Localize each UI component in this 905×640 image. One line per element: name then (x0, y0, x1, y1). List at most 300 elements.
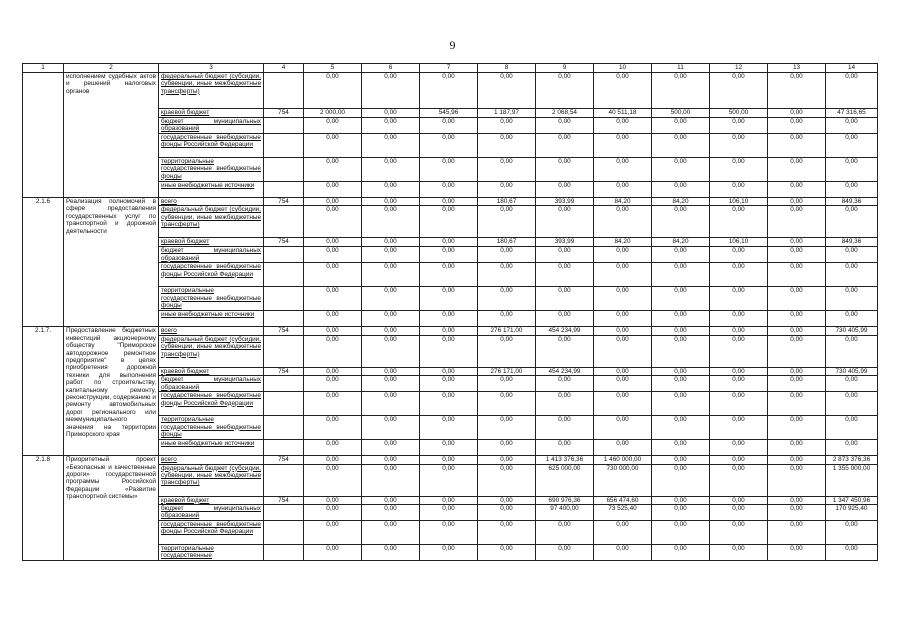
grbs-code: 754 (264, 327, 304, 335)
amount-cell-col-11: 0,00 (652, 505, 710, 521)
amount-cell-col-6: 0,00 (362, 440, 420, 456)
amount-cell-col-13: 0,00 (768, 327, 826, 335)
amount-cell-col-8: 276 171,00 (478, 327, 536, 335)
amount-cell-col-11: 0,00 (652, 464, 710, 496)
grbs-code (264, 545, 304, 561)
amount-cell-col-5: 0,00 (304, 247, 362, 263)
amount-cell-col-14: 0,00 (826, 392, 878, 416)
grbs-code (264, 134, 304, 158)
amount-cell-col-6: 0,00 (362, 158, 420, 182)
amount-cell-col-14: 0,00 (826, 335, 878, 367)
amount-cell-col-12: 0,00 (710, 311, 768, 327)
amount-cell-col-7: 545,96 (420, 109, 478, 118)
amount-cell-col-13: 0,00 (768, 198, 826, 206)
amount-cell-col-11: 0,00 (652, 335, 710, 367)
amount-cell-col-13: 0,00 (768, 521, 826, 545)
amount-cell-col-11: 0,00 (652, 287, 710, 311)
amount-cell-col-11: 0,00 (652, 367, 710, 375)
amount-cell-col-13: 0,00 (768, 287, 826, 311)
amount-cell-col-11: 0,00 (652, 182, 710, 198)
amount-cell-col-6: 0,00 (362, 521, 420, 545)
page-number: 9 (449, 38, 456, 52)
amount-cell-col-9: 0,00 (536, 392, 594, 416)
amount-cell-col-7: 0,00 (420, 198, 478, 206)
amount-cell-col-13: 0,00 (768, 416, 826, 440)
table-row (23, 73, 878, 109)
amount-cell-col-9: 0,00 (536, 118, 594, 134)
amount-cell-col-6: 0,00 (362, 464, 420, 496)
funding-source: государственные внебюджетные фонды Российской Федерации (159, 263, 264, 287)
amount-cell-col-5: 0,00 (304, 158, 362, 182)
amount-cell-col-12: 0,00 (710, 335, 768, 367)
amount-cell-col-8: 0,00 (478, 311, 536, 327)
amount-cell-col-11: 0,00 (652, 416, 710, 440)
amount-cell-col-7: 0,00 (420, 327, 478, 335)
amount-cell-col-9: 0,00 (536, 134, 594, 158)
funding-source: территориальные государственные внебюджетные фонды (159, 287, 264, 311)
grbs-code (264, 206, 304, 238)
amount-cell-col-9: 1 413 376,36 (536, 456, 594, 464)
amount-cell-col-10: 0,00 (594, 367, 652, 375)
amount-cell-col-7: 0,00 (420, 545, 478, 561)
amount-cell-col-6: 0,00 (362, 456, 420, 464)
amount-cell-col-12: 0,00 (710, 182, 768, 198)
amount-cell-col-5: 0,00 (304, 505, 362, 521)
amount-cell-col-8: 0,00 (478, 505, 536, 521)
section-code (23, 73, 64, 198)
amount-cell-col-7: 0,00 (420, 206, 478, 238)
amount-cell-col-10: 0,00 (594, 311, 652, 327)
amount-cell-col-6: 0,00 (362, 376, 420, 392)
amount-cell-col-7: 0,00 (420, 376, 478, 392)
amount-cell-col-12: 106,10 (710, 238, 768, 247)
amount-cell-col-7: 0,00 (420, 287, 478, 311)
amount-cell-col-11: 0,00 (652, 134, 710, 158)
grbs-code: 754 (264, 109, 304, 118)
amount-cell-col-5: 0,00 (304, 416, 362, 440)
amount-cell-col-6: 0,00 (362, 198, 420, 206)
amount-cell-col-8: 0,00 (478, 440, 536, 456)
amount-cell-col-14: 849,36 (826, 198, 878, 206)
amount-cell-col-11: 0,00 (652, 311, 710, 327)
amount-cell-col-10: 0,00 (594, 392, 652, 416)
amount-cell-col-8: 0,00 (478, 376, 536, 392)
amount-cell-col-11: 0,00 (652, 376, 710, 392)
grbs-code (264, 73, 304, 109)
amount-cell-col-7: 0,00 (420, 158, 478, 182)
amount-cell-col-14: 0,00 (826, 73, 878, 109)
amount-cell-col-11: 84,20 (652, 198, 710, 206)
grbs-code (264, 287, 304, 311)
amount-cell-col-8: 0,00 (478, 545, 536, 561)
grbs-code (264, 505, 304, 521)
amount-cell-col-12: 0,00 (710, 392, 768, 416)
amount-cell-col-11: 0,00 (652, 392, 710, 416)
amount-cell-col-13: 0,00 (768, 545, 826, 561)
grbs-code: 754 (264, 238, 304, 247)
column-header-6: 6 (362, 64, 420, 73)
amount-cell-col-7: 0,00 (420, 464, 478, 496)
amount-cell-col-6: 0,00 (362, 73, 420, 109)
amount-cell-col-9: 393,99 (536, 198, 594, 206)
amount-cell-col-6: 0,00 (362, 496, 420, 504)
amount-cell-col-14: 730 405,99 (826, 367, 878, 375)
amount-cell-col-6: 0,00 (362, 335, 420, 367)
grbs-code (264, 247, 304, 263)
amount-cell-col-14: 0,00 (826, 118, 878, 134)
column-header-11: 11 (652, 64, 710, 73)
amount-cell-col-8: 0,00 (478, 247, 536, 263)
amount-cell-col-10: 0,00 (594, 247, 652, 263)
amount-cell-col-9: 454 234,99 (536, 367, 594, 375)
funding-source: территориальные государственные внебюджетные фонды (159, 416, 264, 440)
amount-cell-col-12: 0,00 (710, 505, 768, 521)
grbs-code (264, 521, 304, 545)
amount-cell-col-11: 0,00 (652, 521, 710, 545)
amount-cell-col-10: 0,00 (594, 376, 652, 392)
funding-source: федеральный бюджет (субсидии, субвенции, иные межбюджетные трансферты) (159, 335, 264, 367)
amount-cell-col-14: 1 347 450,96 (826, 496, 878, 504)
amount-cell-col-11: 500,00 (652, 109, 710, 118)
amount-cell-col-13: 0,00 (768, 263, 826, 287)
funding-source: государственные внебюджетные фонды Российской Федерации (159, 521, 264, 545)
grbs-code (264, 118, 304, 134)
grbs-code (264, 392, 304, 416)
amount-cell-col-10: 656 474,60 (594, 496, 652, 504)
amount-cell-col-6: 0,00 (362, 327, 420, 335)
grbs-code (264, 182, 304, 198)
amount-cell-col-11: 0,00 (652, 440, 710, 456)
grbs-code (264, 311, 304, 327)
section-code: 2.1.7. (23, 327, 64, 456)
amount-cell-col-8: 0,00 (478, 287, 536, 311)
amount-cell-col-10: 0,00 (594, 73, 652, 109)
funding-source: краевой бюджет (159, 109, 264, 118)
amount-cell-col-12: 0,00 (710, 134, 768, 158)
amount-cell-col-14: 849,36 (826, 238, 878, 247)
amount-cell-col-8: 276 171,00 (478, 367, 536, 375)
amount-cell-col-8: 180,67 (478, 198, 536, 206)
funding-source: бюджет муниципальных образований (159, 505, 264, 521)
amount-cell-col-14: 0,00 (826, 134, 878, 158)
amount-cell-col-9: 0,00 (536, 206, 594, 238)
amount-cell-col-7: 0,00 (420, 238, 478, 247)
amount-cell-col-14: 0,00 (826, 545, 878, 561)
grbs-code (264, 335, 304, 367)
amount-cell-col-7: 0,00 (420, 335, 478, 367)
amount-cell-col-13: 0,00 (768, 247, 826, 263)
section-name: Реализация полномочий в сфере предоставления государственных услуг по транспортной и дорожной деятельности (64, 198, 159, 327)
amount-cell-col-14: 0,00 (826, 440, 878, 456)
funding-source: краевой бюджет (159, 367, 264, 375)
amount-cell-col-5: 0,00 (304, 440, 362, 456)
amount-cell-col-11: 0,00 (652, 456, 710, 464)
amount-cell-col-9: 2 068,54 (536, 109, 594, 118)
amount-cell-col-5: 0,00 (304, 545, 362, 561)
amount-cell-col-9: 0,00 (536, 263, 594, 287)
amount-cell-col-6: 0,00 (362, 367, 420, 375)
amount-cell-col-8: 0,00 (478, 392, 536, 416)
amount-cell-col-6: 0,00 (362, 134, 420, 158)
amount-cell-col-12: 0,00 (710, 464, 768, 496)
amount-cell-col-9: 0,00 (536, 311, 594, 327)
amount-cell-col-11: 0,00 (652, 206, 710, 238)
amount-cell-col-8: 0,00 (478, 134, 536, 158)
funding-source: иные внебюджетные источники (159, 311, 264, 327)
funding-source: федеральный бюджет (субсидии, субвенции, иные межбюджетные трансферты) (159, 73, 264, 109)
amount-cell-col-8: 0,00 (478, 416, 536, 440)
grbs-code (264, 464, 304, 496)
amount-cell-col-12: 0,00 (710, 440, 768, 456)
amount-cell-col-12: 0,00 (710, 545, 768, 561)
amount-cell-col-14: 0,00 (826, 376, 878, 392)
amount-cell-col-9: 0,00 (536, 158, 594, 182)
amount-cell-col-13: 0,00 (768, 367, 826, 375)
amount-cell-col-10: 0,00 (594, 327, 652, 335)
grbs-code: 754 (264, 198, 304, 206)
amount-cell-col-7: 0,00 (420, 263, 478, 287)
amount-cell-col-5: 0,00 (304, 198, 362, 206)
amount-cell-col-8: 0,00 (478, 118, 536, 134)
amount-cell-col-5: 0,00 (304, 456, 362, 464)
amount-cell-col-7: 0,00 (420, 416, 478, 440)
amount-cell-col-14: 170 925,40 (826, 505, 878, 521)
amount-cell-col-12: 0,00 (710, 367, 768, 375)
funding-source: всего (159, 327, 264, 335)
amount-cell-col-7: 0,00 (420, 118, 478, 134)
amount-cell-col-5: 0,00 (304, 311, 362, 327)
amount-cell-col-10: 0,00 (594, 416, 652, 440)
amount-cell-col-14: 0,00 (826, 206, 878, 238)
amount-cell-col-14: 47 316,65 (826, 109, 878, 118)
funding-source: всего (159, 456, 264, 464)
amount-cell-col-7: 0,00 (420, 247, 478, 263)
table-row (23, 456, 878, 464)
amount-cell-col-13: 0,00 (768, 335, 826, 367)
column-header-13: 13 (768, 64, 826, 73)
grbs-code (264, 440, 304, 456)
amount-cell-col-12: 0,00 (710, 263, 768, 287)
amount-cell-col-13: 0,00 (768, 505, 826, 521)
amount-cell-col-6: 0,00 (362, 287, 420, 311)
amount-cell-col-7: 0,00 (420, 521, 478, 545)
amount-cell-col-13: 0,00 (768, 238, 826, 247)
amount-cell-col-10: 0,00 (594, 158, 652, 182)
funding-source: территориальные государственные внебюджетные фонды (159, 158, 264, 182)
column-header-9: 9 (536, 64, 594, 73)
column-header-1: 1 (23, 64, 64, 73)
header-row (23, 64, 878, 73)
amount-cell-col-13: 0,00 (768, 392, 826, 416)
funding-source: иные внебюджетные источники (159, 182, 264, 198)
amount-cell-col-5: 0,00 (304, 496, 362, 504)
amount-cell-col-13: 0,00 (768, 376, 826, 392)
amount-cell-col-11: 0,00 (652, 73, 710, 109)
amount-cell-col-14: 730 405,99 (826, 327, 878, 335)
amount-cell-col-11: 0,00 (652, 118, 710, 134)
amount-cell-col-11: 0,00 (652, 327, 710, 335)
amount-cell-col-12: 106,10 (710, 198, 768, 206)
amount-cell-col-14: 2 873 376,36 (826, 456, 878, 464)
amount-cell-col-13: 0,00 (768, 182, 826, 198)
amount-cell-col-12: 0,00 (710, 206, 768, 238)
amount-cell-col-7: 0,00 (420, 505, 478, 521)
amount-cell-col-10: 84,20 (594, 198, 652, 206)
amount-cell-col-12: 0,00 (710, 247, 768, 263)
amount-cell-col-9: 0,00 (536, 416, 594, 440)
amount-cell-col-9: 690 976,36 (536, 496, 594, 504)
table-row (23, 198, 878, 206)
amount-cell-col-10: 0,00 (594, 263, 652, 287)
funding-source: федеральный бюджет (субсидии, субвенции, иные межбюджетные трансферты) (159, 464, 264, 496)
amount-cell-col-8: 0,00 (478, 206, 536, 238)
grbs-code (264, 263, 304, 287)
amount-cell-col-7: 0,00 (420, 440, 478, 456)
amount-cell-col-14: 0,00 (826, 247, 878, 263)
amount-cell-col-8: 0,00 (478, 496, 536, 504)
amount-cell-col-13: 0,00 (768, 158, 826, 182)
amount-cell-col-12: 0,00 (710, 287, 768, 311)
amount-cell-col-7: 0,00 (420, 392, 478, 416)
amount-cell-col-6: 0,00 (362, 238, 420, 247)
amount-cell-col-13: 0,00 (768, 496, 826, 504)
amount-cell-col-6: 0,00 (362, 416, 420, 440)
amount-cell-col-5: 0,00 (304, 73, 362, 109)
column-header-5: 5 (304, 64, 362, 73)
amount-cell-col-10: 0,00 (594, 521, 652, 545)
amount-cell-col-8: 1 187,97 (478, 109, 536, 118)
amount-cell-col-10: 0,00 (594, 134, 652, 158)
amount-cell-col-8: 180,67 (478, 238, 536, 247)
amount-cell-col-8: 0,00 (478, 158, 536, 182)
amount-cell-col-12: 0,00 (710, 416, 768, 440)
column-header-14: 14 (826, 64, 878, 73)
amount-cell-col-7: 0,00 (420, 134, 478, 158)
amount-cell-col-9: 0,00 (536, 247, 594, 263)
amount-cell-col-12: 0,00 (710, 496, 768, 504)
amount-cell-col-6: 0,00 (362, 392, 420, 416)
amount-cell-col-5: 0,00 (304, 376, 362, 392)
amount-cell-col-8: 0,00 (478, 73, 536, 109)
amount-cell-col-5: 0,00 (304, 392, 362, 416)
column-header-7: 7 (420, 64, 478, 73)
amount-cell-col-10: 0,00 (594, 287, 652, 311)
amount-cell-col-13: 0,00 (768, 206, 826, 238)
section-code: 2.1.8 (23, 456, 64, 561)
amount-cell-col-9: 454 234,99 (536, 327, 594, 335)
section-name: Предоставление бюджетных инвестиций акционерному обществу "Приморское автодорожное ремонтное предприятие" в целях приобретения дорожной техники для выполнения работ по строительству, капитальному ремонту, реконструкции, содержанию и ремонту автомобильных дорог регионального или межмуниципального значения на территории Приморского края (64, 327, 159, 456)
amount-cell-col-9: 0,00 (536, 287, 594, 311)
amount-cell-col-9: 97 400,00 (536, 505, 594, 521)
grbs-code (264, 158, 304, 182)
amount-cell-col-10: 0,00 (594, 440, 652, 456)
amount-cell-col-8: 0,00 (478, 335, 536, 367)
grbs-code: 754 (264, 367, 304, 375)
budget-table (22, 63, 878, 561)
amount-cell-col-10: 1 460 000,00 (594, 456, 652, 464)
funding-source: краевой бюджет (159, 496, 264, 504)
amount-cell-col-6: 0,00 (362, 118, 420, 134)
column-header-12: 12 (710, 64, 768, 73)
amount-cell-col-5: 0,00 (304, 464, 362, 496)
amount-cell-col-11: 0,00 (652, 496, 710, 504)
amount-cell-col-5: 0,00 (304, 521, 362, 545)
amount-cell-col-5: 0,00 (304, 287, 362, 311)
funding-source: краевой бюджет (159, 238, 264, 247)
amount-cell-col-6: 0,00 (362, 109, 420, 118)
amount-cell-col-9: 0,00 (536, 73, 594, 109)
amount-cell-col-11: 0,00 (652, 158, 710, 182)
funding-source: бюджет муниципальных образований (159, 118, 264, 134)
funding-source: государственные внебюджетные фонды Российской Федерации (159, 134, 264, 158)
amount-cell-col-12: 0,00 (710, 456, 768, 464)
amount-cell-col-5: 0,00 (304, 367, 362, 375)
amount-cell-col-7: 0,00 (420, 367, 478, 375)
amount-cell-col-10: 0,00 (594, 206, 652, 238)
amount-cell-col-10: 730 000,00 (594, 464, 652, 496)
funding-source: бюджет муниципальных образований (159, 247, 264, 263)
amount-cell-col-11: 0,00 (652, 545, 710, 561)
amount-cell-col-5: 0,00 (304, 327, 362, 335)
amount-cell-col-9: 0,00 (536, 440, 594, 456)
amount-cell-col-10: 0,00 (594, 118, 652, 134)
funding-source: всего (159, 198, 264, 206)
amount-cell-col-7: 0,00 (420, 311, 478, 327)
amount-cell-col-14: 0,00 (826, 182, 878, 198)
amount-cell-col-14: 0,00 (826, 263, 878, 287)
amount-cell-col-7: 0,00 (420, 496, 478, 504)
funding-source: территориальные государственные (159, 545, 264, 561)
amount-cell-col-5: 0,00 (304, 335, 362, 367)
amount-cell-col-7: 0,00 (420, 182, 478, 198)
section-code: 2.1.6 (23, 198, 64, 327)
grbs-code (264, 376, 304, 392)
grbs-code: 754 (264, 496, 304, 504)
amount-cell-col-12: 0,00 (710, 73, 768, 109)
amount-cell-col-13: 0,00 (768, 73, 826, 109)
amount-cell-col-8: 0,00 (478, 263, 536, 287)
grbs-code: 754 (264, 456, 304, 464)
funding-source: государственные внебюджетные фонды Российской Федерации (159, 392, 264, 416)
amount-cell-col-13: 0,00 (768, 134, 826, 158)
amount-cell-col-8: 0,00 (478, 464, 536, 496)
amount-cell-col-12: 0,00 (710, 118, 768, 134)
table-body (23, 73, 878, 561)
amount-cell-col-14: 0,00 (826, 311, 878, 327)
amount-cell-col-5: 0,00 (304, 118, 362, 134)
amount-cell-col-5: 2 000,00 (304, 109, 362, 118)
amount-cell-col-9: 0,00 (536, 376, 594, 392)
table-row (23, 327, 878, 335)
amount-cell-col-8: 0,00 (478, 521, 536, 545)
amount-cell-col-8: 0,00 (478, 182, 536, 198)
amount-cell-col-9: 0,00 (536, 335, 594, 367)
amount-cell-col-5: 0,00 (304, 206, 362, 238)
amount-cell-col-5: 0,00 (304, 134, 362, 158)
amount-cell-col-10: 0,00 (594, 335, 652, 367)
amount-cell-col-10: 0,00 (594, 545, 652, 561)
amount-cell-col-14: 0,00 (826, 287, 878, 311)
amount-cell-col-7: 0,00 (420, 456, 478, 464)
column-header-2: 2 (64, 64, 159, 73)
section-name: Приоритетный проект «Безопасные и качественные дороги» государственной программы Российской Федерации «Развитие транспортной системы» (64, 456, 159, 561)
amount-cell-col-6: 0,00 (362, 505, 420, 521)
amount-cell-col-13: 0,00 (768, 456, 826, 464)
amount-cell-col-14: 0,00 (826, 521, 878, 545)
amount-cell-col-14: 0,00 (826, 416, 878, 440)
column-header-3: 3 (159, 64, 264, 73)
amount-cell-col-13: 0,00 (768, 109, 826, 118)
